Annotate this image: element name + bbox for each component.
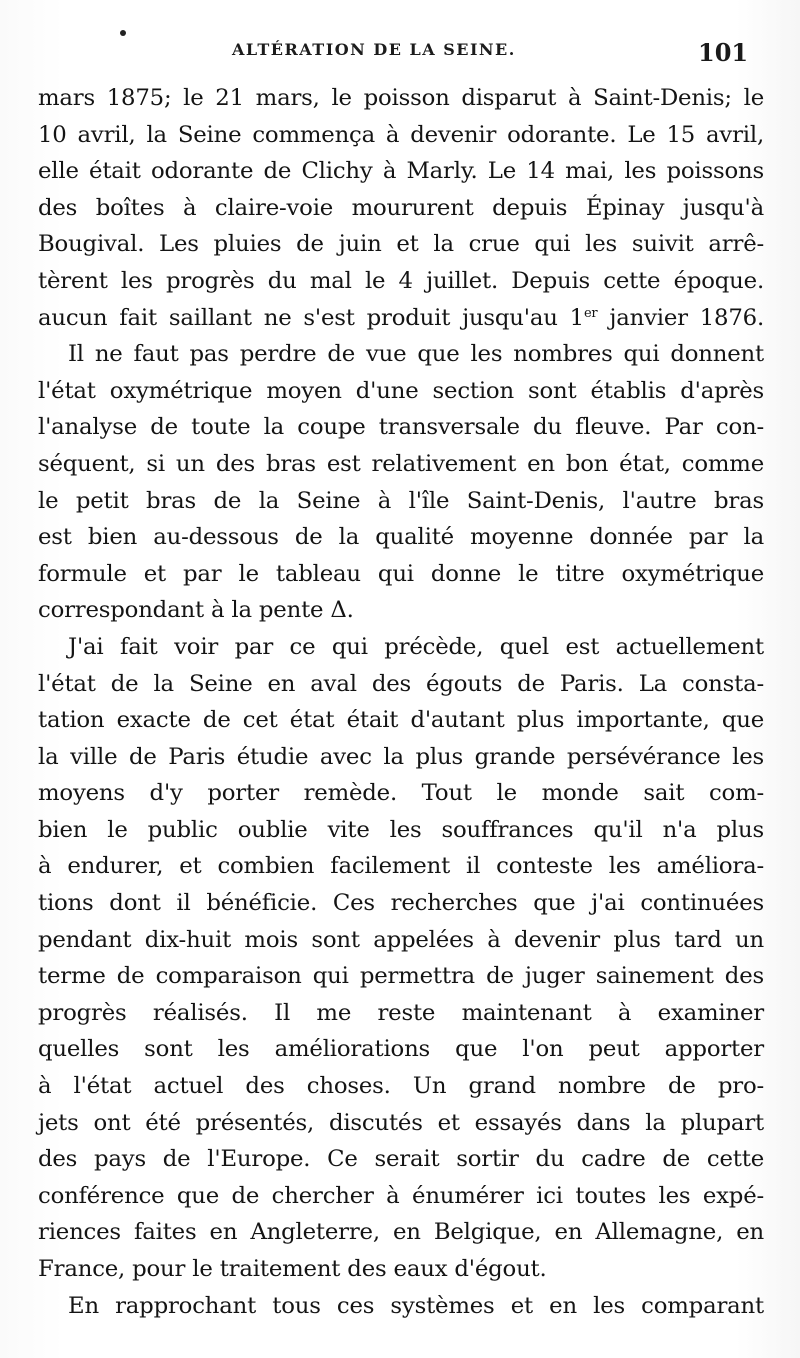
text-line xyxy=(38,300,764,337)
text-line: elle était odorante de Clichy à Marly. Le 14 mai, les poissons xyxy=(38,158,764,185)
text-line: terme de comparaison qui permettra de juger sainement des xyxy=(38,963,764,990)
body-text xyxy=(38,80,764,1324)
text-line: bien le public oublie vite les souffrances qu'il n'a plus xyxy=(38,816,764,843)
text-line: pendant dix-huit mois sont appelées à devenir plus tard un xyxy=(38,926,764,953)
text-line: quelles sont les améliorations que l'on peut apporter xyxy=(38,1036,764,1063)
ordinal-superscript: er xyxy=(583,305,598,321)
running-title: ALTÉRATION DE LA SEINE. xyxy=(232,40,516,59)
paragraph-end-line: correspondant à la pente Δ. xyxy=(38,597,354,624)
text-line: la ville de Paris étudie avec la plus grande persévérance les xyxy=(38,743,764,770)
text-line: 10 avril, la Seine commença à devenir odorante. Le 15 avril, xyxy=(38,121,764,148)
text-line: jets ont été présentés, discutés et essayés dans la plupart xyxy=(38,1109,764,1136)
text-line: des boîtes à claire-voie moururent depuis Épinay jusqu'à xyxy=(38,194,764,221)
text-line: formule et par le tableau qui donne le titre oxymétrique xyxy=(38,560,764,587)
running-header xyxy=(0,38,800,70)
text-line: tions dont il bénéficie. Ces recherches que j'ai continuées xyxy=(38,890,764,917)
text-line: tèrent les progrès du mal le 4 juillet. Depuis cette époque. xyxy=(38,267,764,294)
paragraph-start-line: Il ne faut pas perdre de vue que les nombres qui donnent xyxy=(68,341,764,368)
text-line: l'état de la Seine en aval des égouts de Paris. La consta- xyxy=(38,670,764,697)
text-line: tation exacte de cet état était d'autant plus importante, que xyxy=(38,707,764,734)
paragraph-start-line: En rapprochant tous ces systèmes et en les comparant xyxy=(68,1292,764,1319)
page-number: 101 xyxy=(698,38,749,67)
paragraph-end-line: France, pour le traitement des eaux d'égout. xyxy=(38,1256,547,1282)
text-line-part: aucun fait saillant ne s'est produit jusqu'au 1 xyxy=(38,304,584,331)
text-line: à l'état actuel des choses. Un grand nombre de pro- xyxy=(38,1073,764,1100)
text-line: séquent, si un des bras est relativement en bon état, comme xyxy=(38,450,764,477)
text-line: moyens d'y porter remède. Tout le monde sait com- xyxy=(38,780,764,807)
text-line: Bougival. Les pluies de juin et la crue qui les suivit arrê- xyxy=(38,231,764,258)
text-line-part: janvier 1876. xyxy=(597,304,765,331)
ink-speck xyxy=(120,30,126,36)
paragraph-start-line: J'ai fait voir par ce qui précède, quel est actuellement xyxy=(68,633,764,660)
text-line: progrès réalisés. Il me reste maintenant à examiner xyxy=(38,999,764,1026)
text-line: des pays de l'Europe. Ce serait sortir du cadre de cette xyxy=(38,1146,764,1173)
text-line: riences faites en Angleterre, en Belgique, en Allemagne, en xyxy=(38,1219,764,1246)
text-line: à endurer, et combien facilement il conteste les améliora- xyxy=(38,853,764,880)
text-line: l'analyse de toute la coupe transversale du fleuve. Par con- xyxy=(38,414,764,441)
text-line: l'état oxymétrique moyen d'une section sont établis d'après xyxy=(38,377,764,404)
text-line: conférence que de chercher à énumérer ici toutes les expé- xyxy=(38,1182,764,1209)
text-line: est bien au-dessous de la qualité moyenne donnée par la xyxy=(38,524,764,551)
text-line: le petit bras de la Seine à l'île Saint-Denis, l'autre bras xyxy=(38,487,764,514)
text-line: mars 1875; le 21 mars, le poisson disparut à Saint-Denis; le xyxy=(38,85,764,111)
